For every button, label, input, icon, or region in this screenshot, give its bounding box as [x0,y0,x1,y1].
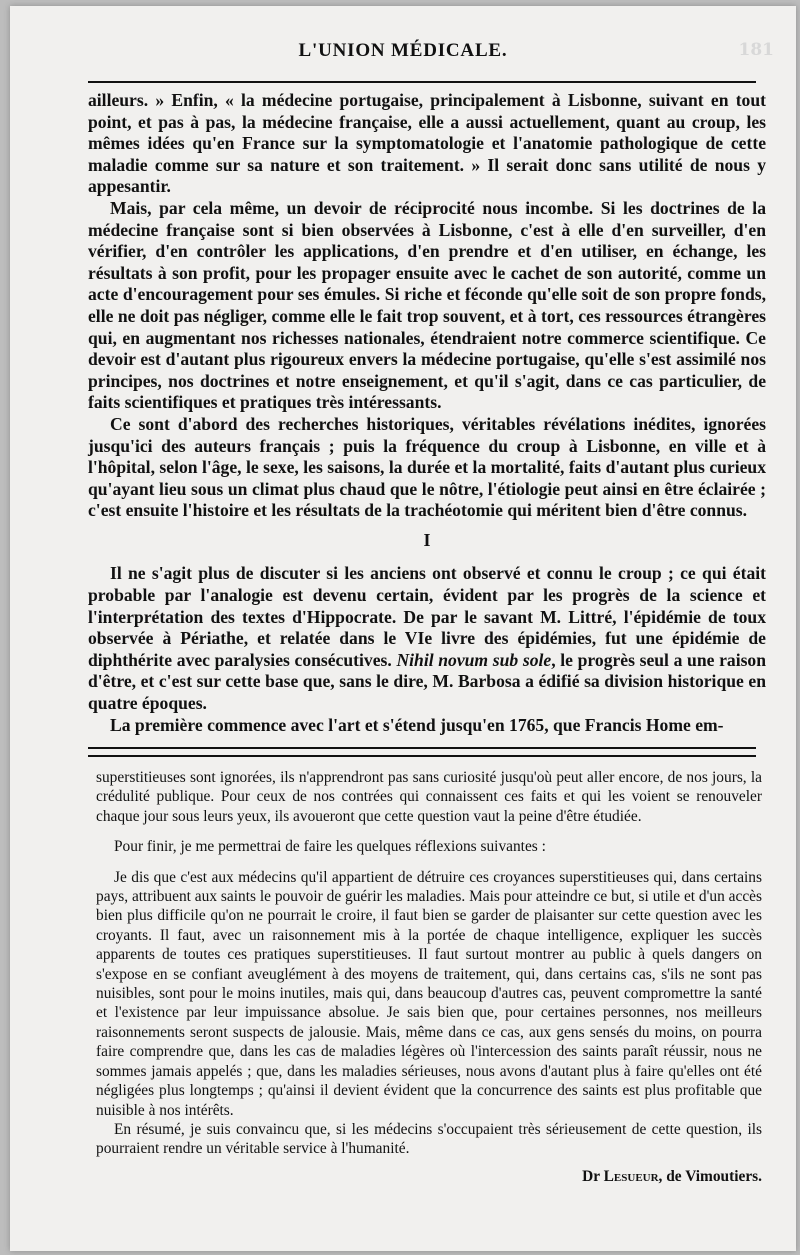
page-number: 181 [738,40,774,60]
header-rule [88,81,756,83]
section-number: I [423,529,431,550]
signature-place: , de Vimoutiers. [658,1167,762,1185]
note-paragraph: En résumé, je suis convaincu que, si les médecins s'occupaient très sérieusement de cette question, ils pourraient rendre un véritable service à l'humanité. [96,1120,762,1158]
paragraph: Ce sont d'abord des recherches historiques, véritables révélations inédites, ignorées jusqu'ici des auteurs français ; puis la fréquence du croup à Lisbonne, en ville et à l'hôpital, selon l'âge, le sexe, les saisons, la durée et la mortalité, faits d'autant plus curieux qu'ayant lieu sous un climat plus chaud que le nôtre, l'étiologie peut ainsi en être éclairée ; c'est ensuite l'histoire et les résultats de la trachéotomie qui méritent bien d'être connus. [88,413,766,521]
paragraph-text: Il ne s'agit plus de discuter si les anciens ont observé et connu le croup ; ce qui était probable par l'analogie est devenu certain, évident par les progrès de la science et l'interprétation des textes d'Hippocrate. De par le savant M. Littré, l'épidémie de toux observée à Périathe, et relatée dans le VIe livre des épidémies, fut une épidémie de diphthérite avec paralysies consécutives. [88,563,766,670]
paragraph [88,563,766,714]
footnote-text [96,768,762,1186]
paragraph: Mais, par cela même, un devoir de réciprocité nous incombe. Si les doctrines de la médecine française sont si bien observées à Lisbonne, c'est à elle d'en surveiller, d'en vérifier, d'en contrôler les applications, d'en prendre et d'en utiliser, en échange, les résultats à son profit, pour les propager ensuite avec le cachet de son autorité, comme un acte d'encouragement pour ses émules. Si riche et féconde qu'elle soit de son propre fonds, elle ne doit pas négliger, comme elle le fait trop souvent, et à tort, ces ressources étrangères qui, en augmentant nos richesses nationales, étendraient notre commerce scientifique. Ce devoir est d'autant plus rigoureux envers la médecine portugaise, qu'elle s'est assimilé nos principes, nos doctrines et notre enseignement, et qu'il s'agit, dans ce cas particulier, de faits scientifiques et pratiques très intéressants. [88,197,766,413]
signature-title: Dr [582,1167,604,1185]
footnote-separator [88,747,756,757]
paragraph: ailleurs. » Enfin, « la médecine portugaise, principalement à Lisbonne, suivant en tout point, et pas à pas, la médecine française, elle a aussi actuellement, quant au croup, les mêmes idées qu'en France sur la symptomatologie et l'anatomie pathologique de cette maladie comme sur sa nature et son traitement. » Il serait donc sans utilité de nous y appesantir. [88,90,766,197]
note-paragraph: Pour finir, je me permettrai de faire les quelques réflexions suivantes : [114,838,546,856]
note-paragraph: Je dis que c'est aux médecins qu'il appartient de détruire ces croyances superstitieuses qui, dans certains pays, attribuent aux saints le pouvoir de guérir les maladies. Mais pour atteindre ce but, si utile et d'un accès bien plus difficile qu'on ne pourrait le croire, il faut bien se garder de plaisanter sur cette question avec les croyants. Il faut, avec un raisonnement mis à la portée de chaque intelligence, expliquer les succès apparents de toutes ces pratiques superstitieuses. Il faut surtout montrer au public à quels dangers on s'expose en se confiant aveuglément à des moyens de traitement, qui, dans certains cas, s'ils ne sont pas nuisibles, sont pour le moins inutiles, mais qui, dans beaucoup d'autres cas, peuvent compromettre la santé et l'existence par leur impuissance absolue. Je sais bien que, pour certaines personnes, nos meilleurs raisonnements seront suspects de jalousie. Mais, même dans ce cas, aux gens sensés du moins, on pourra faire comprendre que, dans les cas de maladies légères où l'intercession des saints paraît réussir, nous ne sommes jamais appelés ; que, dans les maladies sérieuses, nous avons d'autant plus à faire qu'elles ont été négligées plus longtemps ; qu'ainsi il devient évident que la concurrence des saints est plus profitable que nuisible à nos intérêts. [96,868,762,1119]
signature [96,1167,762,1186]
paragraph-text: , le progrès seul a une raison d'être, et c'est sur cette base que, sans le dire, M. Barbosa a édifié sa division historique en quatre époques. [88,649,767,714]
main-text [88,90,766,736]
paragraph: La première commence avec l'art et s'étend jusqu'en 1765, que Francis Home em- [110,714,724,735]
document-page [10,6,796,1251]
running-header: L'UNION MÉDICALE. [298,40,508,61]
latin-phrase: Nihil novum sub sole [396,649,552,670]
note-paragraph: superstitieuses sont ignorées, ils n'apprendront pas sans curiosité jusqu'où peut aller encore, de nos jours, la crédulité publique. Pour ceux de nos contrées qui connaissent ces faits et qui les voient se renouveler chaque jour sous leurs yeux, ils avoueront que cette question vaut la peine d'être étudiée. [96,769,762,825]
signature-name: Lesueur [603,1167,659,1185]
